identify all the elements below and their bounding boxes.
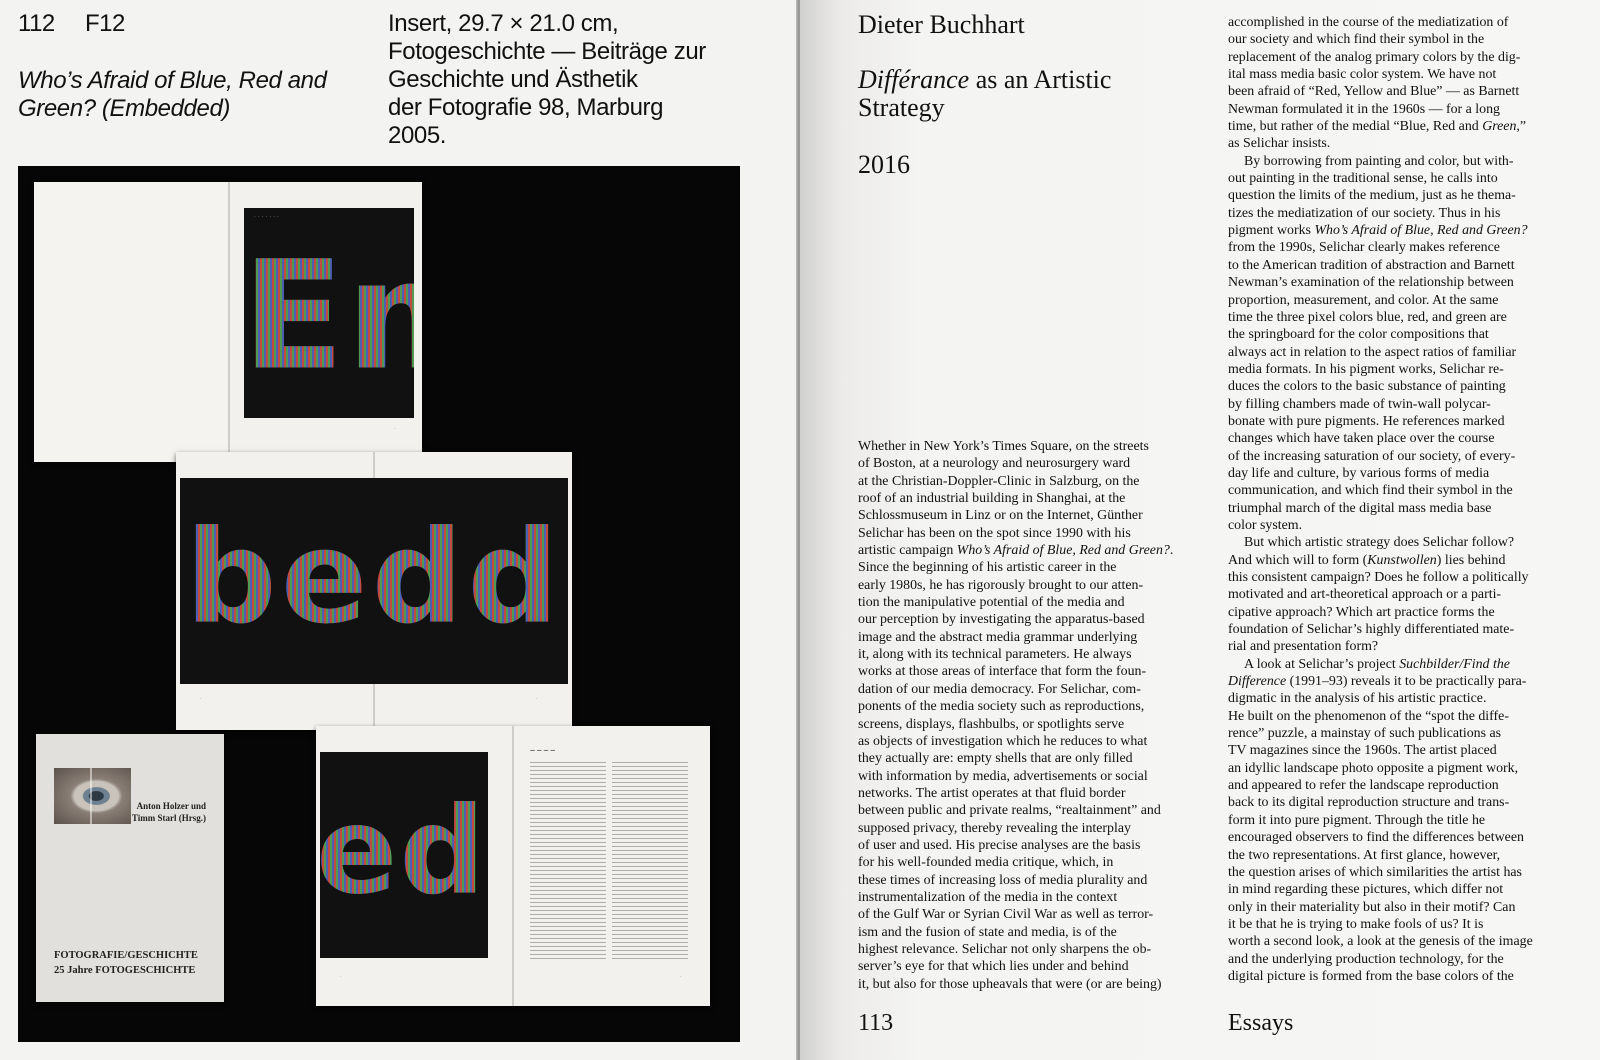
magazine-spread-em: [34, 182, 505, 462]
text-line: ital mass media basic color system. We have not: [1228, 67, 1497, 83]
text-line: image and the abstract media grammar underlying: [858, 629, 1138, 645]
text-line: rial and presentation form?: [1228, 639, 1379, 655]
text-line: time, but rather of the medial “Blue, Red and Green,”: [1228, 119, 1527, 135]
text-line: dation of our media democracy. For Selichar, com-: [858, 681, 1141, 697]
italic-title: Suchbilder/Find the: [1399, 656, 1510, 672]
text-line: And which will to form (Kunstwollen) lies behind: [1228, 552, 1506, 568]
page-number-left: 112: [18, 10, 55, 37]
pixel-image-bedd: [180, 478, 568, 684]
essay-year: 2016: [858, 150, 910, 179]
page-number-right: 113: [858, 1010, 894, 1036]
text-line: it, along with its technical parameters. He always: [858, 647, 1132, 663]
text-line: form it into pure pigment. Through the title he: [1228, 812, 1486, 828]
magazine-spread-ed: [316, 726, 710, 1006]
text-line: cipative approach? Which art practice forms the: [1228, 604, 1495, 620]
spine-fold: [228, 182, 230, 462]
text-line: for his well-founded media critique, which, in: [858, 855, 1114, 871]
text-line: motivated and art-theoretical approach or a parti-: [1228, 587, 1502, 603]
text-line: as objects of investigation which he reduces to what: [858, 733, 1148, 749]
text-line: roof of an industrial building in Shanghai, at the: [858, 491, 1126, 507]
text-line: back to its digital reproduction structure and trans-: [1228, 795, 1510, 811]
text-line: triumphal march of the digital mass media base: [1228, 500, 1492, 516]
text-line: highest relevance. Selichar not only sharpens the ob-: [858, 941, 1152, 957]
text-line: Selichar has been on the spot since 1990 with his: [858, 525, 1131, 541]
text-line: replacement of the analog primary colors by the dig-: [1228, 49, 1521, 65]
text-line: only in their materiality but also in their motif? Can: [1228, 899, 1516, 915]
essay-author: Dieter Buchhart: [858, 10, 1025, 39]
text-line: A look at Selichar’s project Suchbilder/Find the: [1244, 656, 1510, 672]
pixel-letters-bedd: bedd: [180, 504, 568, 653]
text-line: the question arises of which similarities the artist has: [1228, 864, 1522, 880]
text-line: ism and the fusion of state and media, is of the: [858, 924, 1117, 940]
text-line: the springboard for the color compositions that: [1228, 327, 1489, 343]
text-line: at the Christian-Doppler-Clinic in Salzburg, on the: [858, 473, 1140, 489]
text-line: pigment works Who’s Afraid of Blue, Red and Green?: [1228, 223, 1528, 239]
text-line: artistic campaign Who’s Afraid of Blue, Red and Green?.: [858, 543, 1174, 559]
text-line: and appeared to refer the landscape reproduction: [1228, 778, 1499, 794]
info-line: Geschichte und Ästhetik: [388, 66, 638, 93]
text-line: screens, displays, flashbulbs, or spotlights serve: [858, 716, 1125, 732]
text-line: digital picture is formed from the base colors of the: [1228, 968, 1514, 984]
text-line: as Selichar insists.: [1228, 136, 1331, 152]
text-line: the two representations. At first glance, however,: [1228, 847, 1501, 863]
text-line: By borrowing from painting and color, but with-: [1244, 153, 1514, 169]
text-line: they actually are: empty shells that are only filled: [858, 751, 1133, 767]
text-line: But which artistic strategy does Selichar follow?: [1244, 535, 1515, 551]
italic-title: Difference: [1228, 674, 1287, 690]
catalog-number: F12: [85, 10, 125, 37]
page-number-mark: ·: [200, 696, 202, 702]
pixel-image-ed: [316, 752, 488, 958]
text-line: it be that he is trying to make fools of us? It is: [1228, 916, 1484, 932]
text-line: of the Gulf War or Syrian Civil War as well as terror-: [858, 907, 1154, 923]
text-page-heading: — — — —: [530, 748, 556, 754]
text-line: foundation of Selichar’s highly differentiated mate-: [1228, 622, 1515, 638]
text-line: worth a second look, a look at the genesis of the image: [1228, 934, 1533, 950]
text-line: out painting in the traditional sense, he calls into: [1228, 171, 1498, 187]
info-line: der Fotografie 98, Marburg: [388, 94, 664, 121]
text-line: He built on the phenomenon of the “spot the diffe-: [1228, 708, 1509, 724]
essay-title-italic: Différance: [858, 65, 970, 94]
text-line: accomplished in the course of the mediatization of: [1228, 15, 1509, 30]
text-line: from the 1990s, Selichar clearly makes reference: [1228, 240, 1500, 256]
italic-title: Who’s Afraid of Blue, Red and Green?: [956, 543, 1170, 559]
essay-title-rest: as an Artistic: [969, 65, 1112, 94]
essay-column-2: [1228, 14, 1588, 985]
text-line: color system.: [1228, 517, 1303, 533]
text-line: proportion, measurement, and color. At the same: [1228, 292, 1499, 308]
text-line: early 1980s, he has rigorously brought to our atten-: [858, 577, 1144, 593]
info-line: Insert, 29.7 × 21.0 cm,: [388, 10, 619, 37]
page-number-mark: ·: [680, 974, 682, 980]
text-line: changes which have taken place over the course: [1228, 431, 1495, 447]
text-line: Schlossmuseum in Linz or on the Internet, Günther: [858, 508, 1143, 524]
italic-title: Green: [1482, 119, 1517, 135]
text-line: with information by media, advertisements or social: [858, 768, 1148, 784]
text-line: an idyllic landscape photo opposite a pigment work,: [1228, 760, 1519, 776]
text-line: been afraid of “Red, Yellow and Blue” — as Barnett: [1228, 84, 1520, 100]
spine-fold: [512, 726, 514, 1006]
text-line: of user and used. His precise analyses are the basis: [858, 837, 1141, 853]
text-line: Difference (1991–93) reveals it to be practically para-: [1228, 674, 1527, 690]
text-line: question the limits of the medium, just as he thema-: [1228, 188, 1516, 204]
pixel-image-em: [242, 208, 505, 418]
insert-photograph: [18, 166, 740, 1042]
text-line: tion the manipulative potential of the media and: [858, 595, 1125, 611]
text-line: supposed privacy, thereby revealing the interplay: [858, 820, 1131, 836]
work-title: Who’s Afraid of Blue, Red and Green? (Embedded): [18, 67, 327, 122]
text-line: Newman’s examination of the relationship between: [1228, 275, 1514, 291]
text-line: Newman formulated it in the 1960s — for a long: [1228, 101, 1500, 117]
info-line: 2005.: [388, 122, 447, 149]
text-line: server’s eye for that which lies under and behind: [858, 959, 1129, 975]
text-line: Whether in New York’s Times Square, on the streets: [858, 439, 1149, 454]
page-number-mark: ·: [340, 974, 342, 980]
text-line: instrumentalization of the media in the context: [858, 889, 1118, 905]
pixel-letters-em: Em: [242, 229, 505, 404]
essay-column-1: [858, 438, 1214, 993]
essay-title: [858, 66, 1198, 122]
text-line: day life and culture, by various forms of media: [1228, 465, 1490, 481]
page-number-mark: ·: [394, 426, 396, 432]
text-line: tizes the mediatization of our society. Thus in his: [1228, 205, 1501, 221]
text-column: [530, 762, 606, 962]
text-line: of Boston, at a neurology and neurosurgery ward: [858, 456, 1131, 472]
text-line: networks. The artist operates at that fluid border: [858, 785, 1126, 801]
section-label: Essays: [1228, 1010, 1294, 1036]
pixel-letters-ed: ed: [316, 782, 488, 922]
magazine-cover: [36, 734, 224, 1002]
text-line: Since the beginning of his artistic career in the: [858, 560, 1117, 576]
text-line: duces the colors to the basic substance of painting: [1228, 379, 1506, 395]
text-line: of the increasing saturation of our society, of every-: [1228, 448, 1516, 464]
text-line: bonate with pure pigments. He references marked: [1228, 413, 1505, 429]
text-line: always act in relation to the aspect ratios of familiar: [1228, 344, 1517, 360]
text-line: by filling chambers made of twin-wall polycar-: [1228, 396, 1491, 412]
text-line: TV magazines since the 1960s. The artist placed: [1228, 743, 1497, 759]
text-line: in mind regarding these pictures, which differ not: [1228, 882, 1504, 898]
cover-title: FOTOGRAFIE/GESCHICHTE 25 Jahre FOTOGESCHICHTE: [54, 950, 198, 976]
text-line: rence” puzzle, a mainstay of such publications as: [1228, 726, 1502, 742]
magazine-spread-bedd: [176, 452, 572, 730]
italic-title: Kunstwollen: [1367, 552, 1437, 568]
text-line: between public and private realms, “realtainment” and: [858, 803, 1161, 819]
text-line: communication, and which find their symbol in the: [1228, 483, 1513, 499]
text-line: ponents of the media society such as reproductions,: [858, 699, 1145, 715]
text-line: and the underlying production technology, for the: [1228, 951, 1504, 967]
text-line: this consistent campaign? Does he follow a politically: [1228, 570, 1529, 585]
info-line: Fotogeschichte — Beiträge zur: [388, 38, 706, 65]
text-line: our perception by investigating the apparatus-based: [858, 612, 1145, 628]
text-line: digmatic in the analysis of his artistic practice.: [1228, 691, 1487, 707]
essay-title-line2: Strategy: [858, 93, 945, 122]
page-number-mark: ·: [536, 696, 538, 702]
text-column: [612, 762, 688, 962]
text-line: it, but also for those upheavals that were (or are being): [858, 976, 1162, 992]
text-line: our society and which find their symbol in the: [1228, 32, 1485, 48]
text-line: media formats. In his pigment works, Selichar re-: [1228, 361, 1504, 377]
text-line: these times of increasing loss of media plurality and: [858, 872, 1148, 888]
work-info: [388, 10, 748, 150]
italic-title: Who’s Afraid of Blue, Red and Green?: [1314, 223, 1528, 239]
image-header: · · · · · · ·: [254, 214, 279, 221]
text-line: to the American tradition of abstraction and Barnett: [1228, 257, 1515, 273]
text-line: works at those areas of interface that form the foun-: [858, 664, 1147, 680]
text-line: time the three pixel colors blue, red, and green are: [1228, 309, 1507, 325]
left-page: [0, 0, 798, 1060]
blank-page: [34, 182, 228, 462]
text-line: encouraged observers to find the differences between: [1228, 830, 1524, 846]
eye-photo: [54, 768, 131, 824]
cover-editors: Anton Holzer und Timm Starl (Hrsg.): [131, 801, 206, 823]
